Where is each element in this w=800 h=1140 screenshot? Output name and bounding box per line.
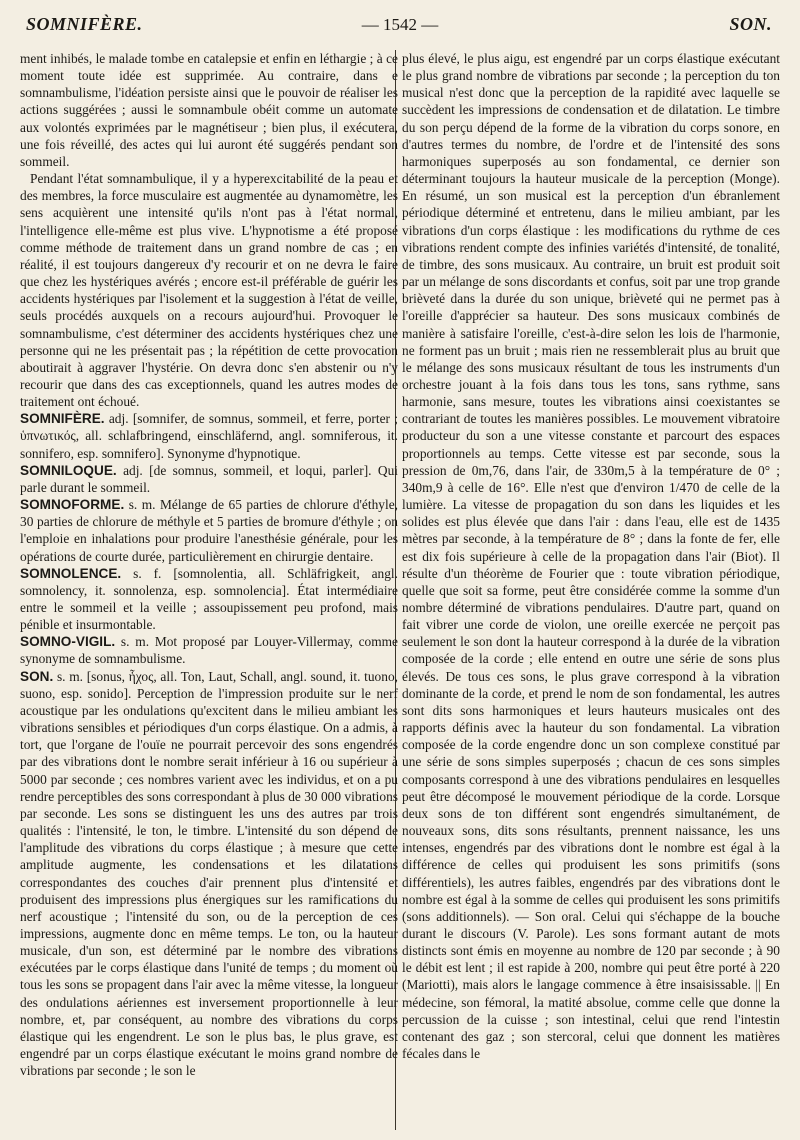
headword: SOMNILOQUE. [20, 462, 117, 478]
headword: SON. [20, 668, 54, 684]
entry-somnifere [20, 410, 398, 461]
definition: s. m. [sonus, ἦχος, all. Ton, Laut, Schall, angl. sound, it. tuono, suono, esp. sonido]. Perception de l'impression produite sur le nerf acoustique par les ondulations qu'excitent dans le milieu ambiant les vibrations sensibles et périodiques d'un corps élastique. On a admis, à tort, que l'organe de l'ouïe ne pourrait percevoir des sons engendrés par des vibrations dont le nombre serait inférieur à 16 ou supérieur à 5000 par seconde ; ces nombres varient avec les individus, et on a pu rendre perceptibles des sons correspondant à plus de 30 000 vibrations par seconde. Les sons se distinguent les uns des autres par trois qualités : l'intensité, le ton, le timbre. L'intensité du son dépend de l'amplitude des vibrations du corps élastique ; à mesure que cette amplitude augmente, les condensations et les dilatations correspondantes des couches d'air prennent plus d'intensité et produisent des impressions plus énergiques sur les ramifications du nerf acoustique ; l'intensité du son, ou de la perception de ces impressions, augmente donc en même temps. Le ton, ou la hauteur musicale, d'un son, est déterminé par le nombre des vibrations exécutées par le corps élastique dans l'unité de temps ; du moment où tous les sons se propagent dans l'air avec la même vitesse, la longueur des ondulations aériennes est inversement proportionnelle à leur nombre, et, par conséquent, au nombre des vibrations du corps élastique qui les engendrent. Le son le plus bas, le plus grave, est engendré par un corps élastique exécutant le moins grand nombre de vibrations par seconde ; le son le [20, 668, 398, 1079]
entry-son [20, 668, 398, 1080]
header-left-headword: SOMNIFÈRE. [26, 14, 143, 34]
definition: adj. [de somnus, sommeil, et loqui, parler]. Qui parle durant le sommeil. [20, 462, 398, 495]
entry-somniloque [20, 462, 398, 496]
left-column [20, 50, 398, 1079]
paragraph: Pendant l'état somnambulique, il y a hyperexcitabilité de la peau et des membres, la force musculaire est augmentée au dynamomètre, les sens acquièrent une intensité qu'ils n'ont pas à l'état normal, l'intelligence elle-même est plus vive. L'hypnotisme a été proposé comme méthode de traitement dans un grand nombre de cas ; en réalité, il est toujours dangereux d'y recourir et on ne devra le faire que chez les hystériques avérés ; encore est-il préférable de guérir les accidents hystériques par l'isolement et la suggestion à l'état de veille, seuls procédés auxquels on a recours aujourd'hui. Provoquer le somnambulisme, c'est déterminer des accidents hystériques chez une personne qui ne les présentait pas ; la répétition de cette provocation aboutirait à aggraver l'hystérie. On devra donc s'en abstenir ou n'y recourir que dans des cas exceptionnels, quand les autres modes de traitement ont échoué. [20, 171, 398, 410]
headword: SOMNOFORME. [20, 497, 125, 513]
running-header [0, 0, 800, 40]
definition: adj. [somnifer, de somnus, sommeil, et ferre, porter ; ὑπνωτικός, all. schlafbringend, einschläfernd, angl. somniferous, it. sonnifero, esp. somnifero]. Synonyme d'hypnotique. [20, 411, 398, 461]
headword: SOMNO-VIGIL. [20, 634, 116, 650]
header-right-headword: SON. [729, 14, 772, 34]
paragraph: plus élevé, le plus aigu, est engendré par un corps élastique exécutant le plus grand nombre de vibrations par seconde ; la perception du ton musical n'est donc que la perception de la rapidité avec laquelle se succèdent les impressions de condensation et de dilatation. Le timbre du son perçu dépend de la forme de la vibration du corps sonore, en d'autres termes du nombre, de l'ordre et de l'intensité des sons harmoniques superposés au son fondamental, ce dernier son déterminant toujours la hauteur musicale de la perception (Monge). En résumé, un son musical est la perception d'un ébranlement périodique déterminé et entretenu, dans le milieu ambiant, par les vibrations d'un corps élastique : les modifications du rythme de ces vibrations rendent compte des infinies variétés d'intensité, de tonalité, de timbre, des sons musicaux. Au contraire, un bruit est produit soit par un mélange de sons discordants et confus, soit par une trop grande brièveté dans la durée du son unique, brièveté qui ne permet pas à l'oreille d'apprécier sa hauteur. Des sons musicaux combinés de manière à satisfaire l'oreille, c'est-à-dire selon les lois de l'harmonie, ne forment pas un bruit ; mais rien ne ressemblerait plus au bruit que le mélange des sons musicaux résultant de tous les instruments d'un orchestre jouant à la fois dans tous les tons, sans rythme, sans harmonie, sans mesure, toutes les vibrations ainsi coexistantes se contrariant de toutes les manières possibles. Le mouvement vibratoire producteur du son a une vitesse constante et parcourt des espaces proportionnels au temps. Cette vitesse est par seconde, sous la pression de 0m,76, dans l'air, de 330m,5 à la température de 0° ; 340m,9 à celle de 16°. Elle n'est que d'environ 1/470 de celle de la lumière. La vitesse de propagation du son dans les liquides et les solides est plus élevée que dans l'air : dans l'eau, elle est de 1435 mètres par seconde, à la température de 8° ; dans la fonte de fer, elle est dix fois supérieure à celle de la propagation dans l'air (Biot). Il résulte d'un théorème de Fourier que : toute vibration périodique, quelle que soit sa forme, peut être considérée comme la somme d'un nombre déterminé de vibrations pendulaires. D'autre part, quand on fait vibrer une corde de violon, une oreille exercée ne perçoit pas seulement le son dont la hauteur correspond à la durée de la vibration composée de la corde ; elle entend en outre une série de sons plus élevés. De tous ces sons, le plus grave correspond à la vibration dominante de la corde, et prend le nom de son fondamental, les autres sont dits sons harmoniques et leurs hauteurs musicales ont des rapports définis avec la hauteur du son fondamental. La vibration composée de la corde engendre donc un son complexe constitué par une série de sons simples superposés ; chacun de ces sons simples composants correspond à une des vibrations pendulaires en lesquelles peut être décomposé le mouvement périodique de la corde. Lorsque deux sons de ton différent sont engendrés simultanément, de nouveaux sons, dits sons résultants, prennent naissance, les uns intenses, engendrés par des vibrations dont le nombre est égal à la différence de celles qui produisent les sons primitifs (sons différentiels), les autres faibles, engendrés par des vibrations dont le nombre est égal à la somme de celles qui produisent les sons primitifs (sons additionnels). — Son oral. Celui qui s'échappe de la bouche durant le discours (V. Parole). Les sons formant autant de mots distincts sont émis en moyenne au nombre de 120 par seconde ; à 90 le débit est lent ; il est rapide à 200, nombre qui peut être porté à 220 (Mariotti), mais alors le langage commence à être insaisissable. || En médecine, son fémoral, la matité absolue, comme celle que donne la percussion de la cuisse ; son intestinal, celui que rend l'intestin contenant des gaz ; son stercoral, celui que donnent les matières fécales dans le [402, 51, 780, 1062]
right-column [402, 50, 780, 1062]
definition: s. m. Mot proposé par Louyer-Villermay, comme synonyme de somnambulisme. [20, 634, 398, 667]
entry-somnolence [20, 565, 398, 634]
page-number: — 1542 — [361, 15, 439, 34]
entry-somnoforme [20, 496, 398, 565]
definition: s. f. [somnolentia, all. Schläfrigkeit, angl. somnolency, it. sonnolenza, esp. somnolencia]. État intermédiaire entre le sommeil et la veille ; assoupissement peu profond, mais pénible et insurmontable. [20, 565, 398, 633]
paragraph: ment inhibés, le malade tombe en catalepsie et enfin en léthargie ; à ce moment toute idée est supprimée. Au contraire, dans e somnambulisme, l'idéation persiste ainsi que le pouvoir de réaliser les actions suggérées ; aussi le somnambule obéit comme un automate aux volontés exprimées par le magnétiseur ; bien plus, il exécutera, une fois réveillé, des actes qui lui auront été suggérés pendant son sommeil. [20, 51, 398, 169]
definition: s. m. Mélange de 65 parties de chlorure d'éthyle, 30 parties de chlorure de méthyle et 5 parties de bromure d'éthyle ; on l'emploie en inhalations pour produire l'anesthésie générale, pour les opérations de courte durée, particulièrement en chirurgie dentaire. [20, 497, 398, 564]
headword: SOMNOLENCE. [20, 565, 122, 581]
entry-somno-vigil [20, 633, 398, 667]
headword: SOMNIFÈRE. [20, 411, 105, 427]
